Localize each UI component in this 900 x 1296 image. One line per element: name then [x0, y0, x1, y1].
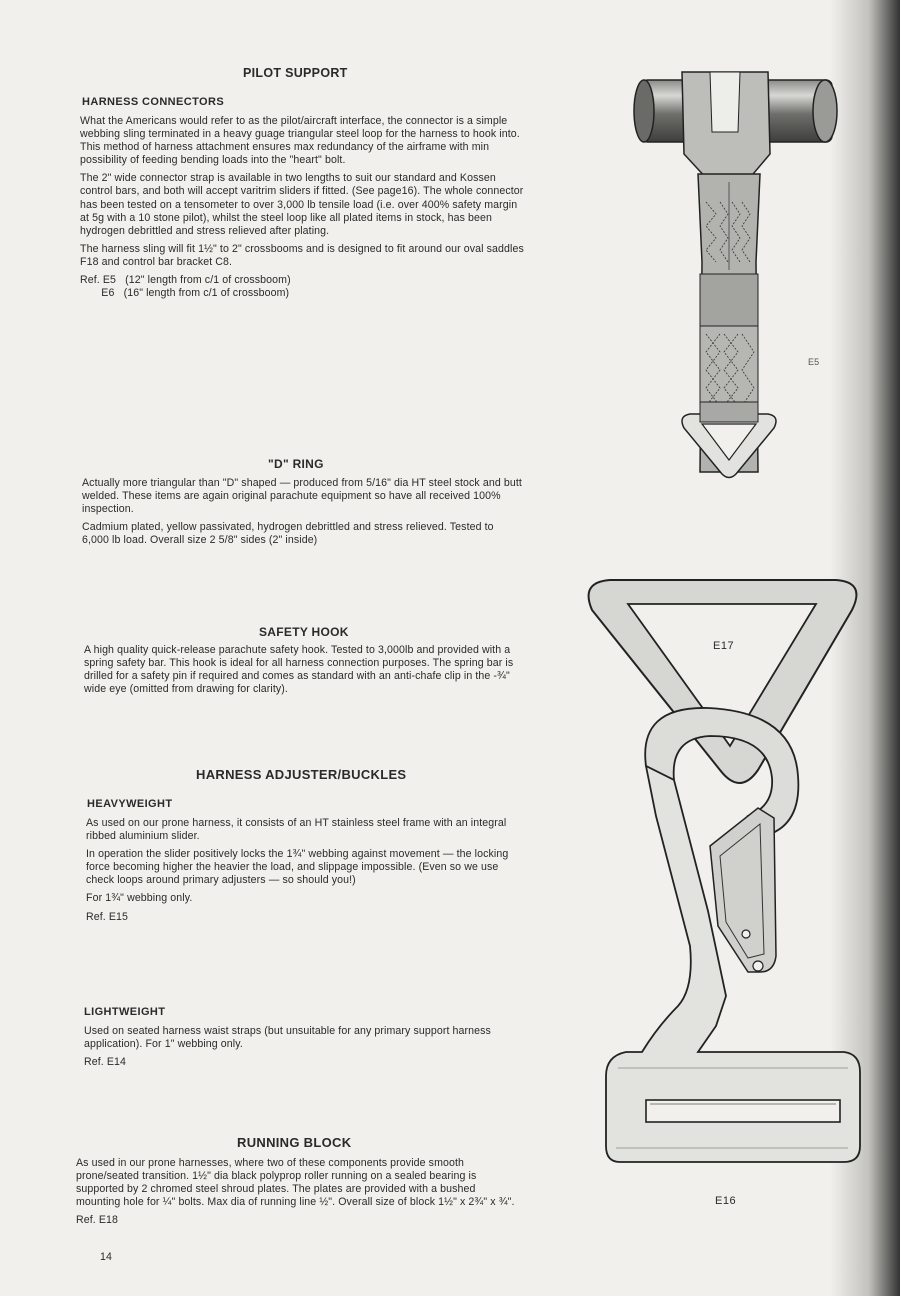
- reference-e18: Ref. E18: [76, 1214, 119, 1227]
- harness-connector-illustration: [620, 62, 850, 482]
- heavyweight-body: [86, 817, 526, 924]
- paragraph: The 2" wide connector strap is available in two lengths to suit our standard and Kossen control bars, and both will accept varitrim sliders if fitted. (See page16). The whole connector has been tested on a tensometer to over 3,000 lb tensile load (i.e. over 400% safety margin at 5g with a 10 stone pilot), whilst the steel loop like all plated items in stock, has been hydrogen debrittled and stress relieved after plating.: [80, 172, 524, 237]
- paragraph: As used in our prone harnesses, where two of these components provide smooth prone/seated transition. 1½" dia black polyprop roller running on a sealed bearing is supported by 2 chromed steel shroud plates. The plates are provided with a bushed mounting hole for ¼" bolts. Max dia of running line ½". Overall size of block 1½" x 2¾" x ¾".: [76, 1157, 515, 1209]
- section-title-pilot-support: PILOT SUPPORT: [243, 66, 348, 80]
- page-number: 14: [100, 1251, 112, 1263]
- reference-e15: Ref. E15: [86, 910, 129, 923]
- figure-label-e16: E16: [715, 1195, 737, 1207]
- section-title-harness-adjuster: HARNESS ADJUSTER/BUCKLES: [196, 767, 407, 782]
- section-title-d-ring: "D" RING: [268, 457, 324, 471]
- subheading-lightweight: LIGHTWEIGHT: [84, 1006, 166, 1018]
- reference-e5: Ref. E5 (12" length from c/1 of crossboom): [80, 274, 291, 287]
- safety-hook-body: [84, 644, 519, 701]
- lightweight-body: [84, 1025, 509, 1069]
- reference-e14: Ref. E14: [84, 1056, 127, 1069]
- figure-label-e17: E17: [713, 640, 735, 652]
- paragraph: The harness sling will fit 1½" to 2" crossbooms and is designed to fit around our oval saddles F18 and control bar bracket C8.: [80, 242, 524, 268]
- paragraph: Cadmium plated, yellow passivated, hydrogen debrittled and stress relieved. Tested to 6,000 lb load. Overall size 2 5/8" sides (2" inside): [82, 521, 494, 547]
- paragraph: For 1¾" webbing only.: [86, 892, 193, 905]
- section-title-running-block: RUNNING BLOCK: [237, 1135, 352, 1150]
- margin-mark: E5: [808, 357, 820, 367]
- harness-connectors-body: [80, 115, 525, 300]
- safety-hook-illustration: [598, 696, 868, 1166]
- d-ring-body: [82, 477, 522, 552]
- paragraph: Actually more triangular than "D" shaped — produced from 5/16" dia HT steel stock and butt welded. These items are again original parachute equipment so have all received 100% inspection.: [82, 477, 522, 516]
- paragraph: Used on seated harness waist straps (but unsuitable for any primary support harness application). For 1" webbing only.: [84, 1025, 491, 1051]
- reference-e6: E6 (16" length from c/1 of crossboom): [80, 287, 290, 300]
- subheading-harness-connectors: HARNESS CONNECTORS: [82, 96, 225, 108]
- section-title-safety-hook: SAFETY HOOK: [259, 625, 349, 639]
- paragraph: As used on our prone harness, it consists of an HT stainless steel frame with an integral ribbed aluminium slider.: [86, 817, 507, 843]
- subheading-heavyweight: HEAVYWEIGHT: [87, 798, 173, 810]
- paragraph: In operation the slider positively locks the 1¾" webbing against movement — the locking force becoming higher the heavier the load, and slippage impossible. (Even so we use check loops around primary adjusters — so should you!): [86, 848, 509, 887]
- paragraph: A high quality quick-release parachute safety hook. Tested to 3,000lb and provided with a spring safety bar. This hook is ideal for all harness connection purposes. The spring bar is drilled for a safety pin if required and comes as standard with an anti-chafe clip in the -¾" wide eye (omitted from drawing for clarity).: [84, 644, 514, 696]
- running-block-body: [76, 1157, 521, 1227]
- paragraph: What the Americans would refer to as the pilot/aircraft interface, the connector is a simple webbing sling terminated in a heavy guage triangular steel loop for the harness to hook into. This method of harness attachment ensures max redundancy of the airframe with min possibility of feeding bending loads into the "heart" bolt.: [80, 115, 520, 167]
